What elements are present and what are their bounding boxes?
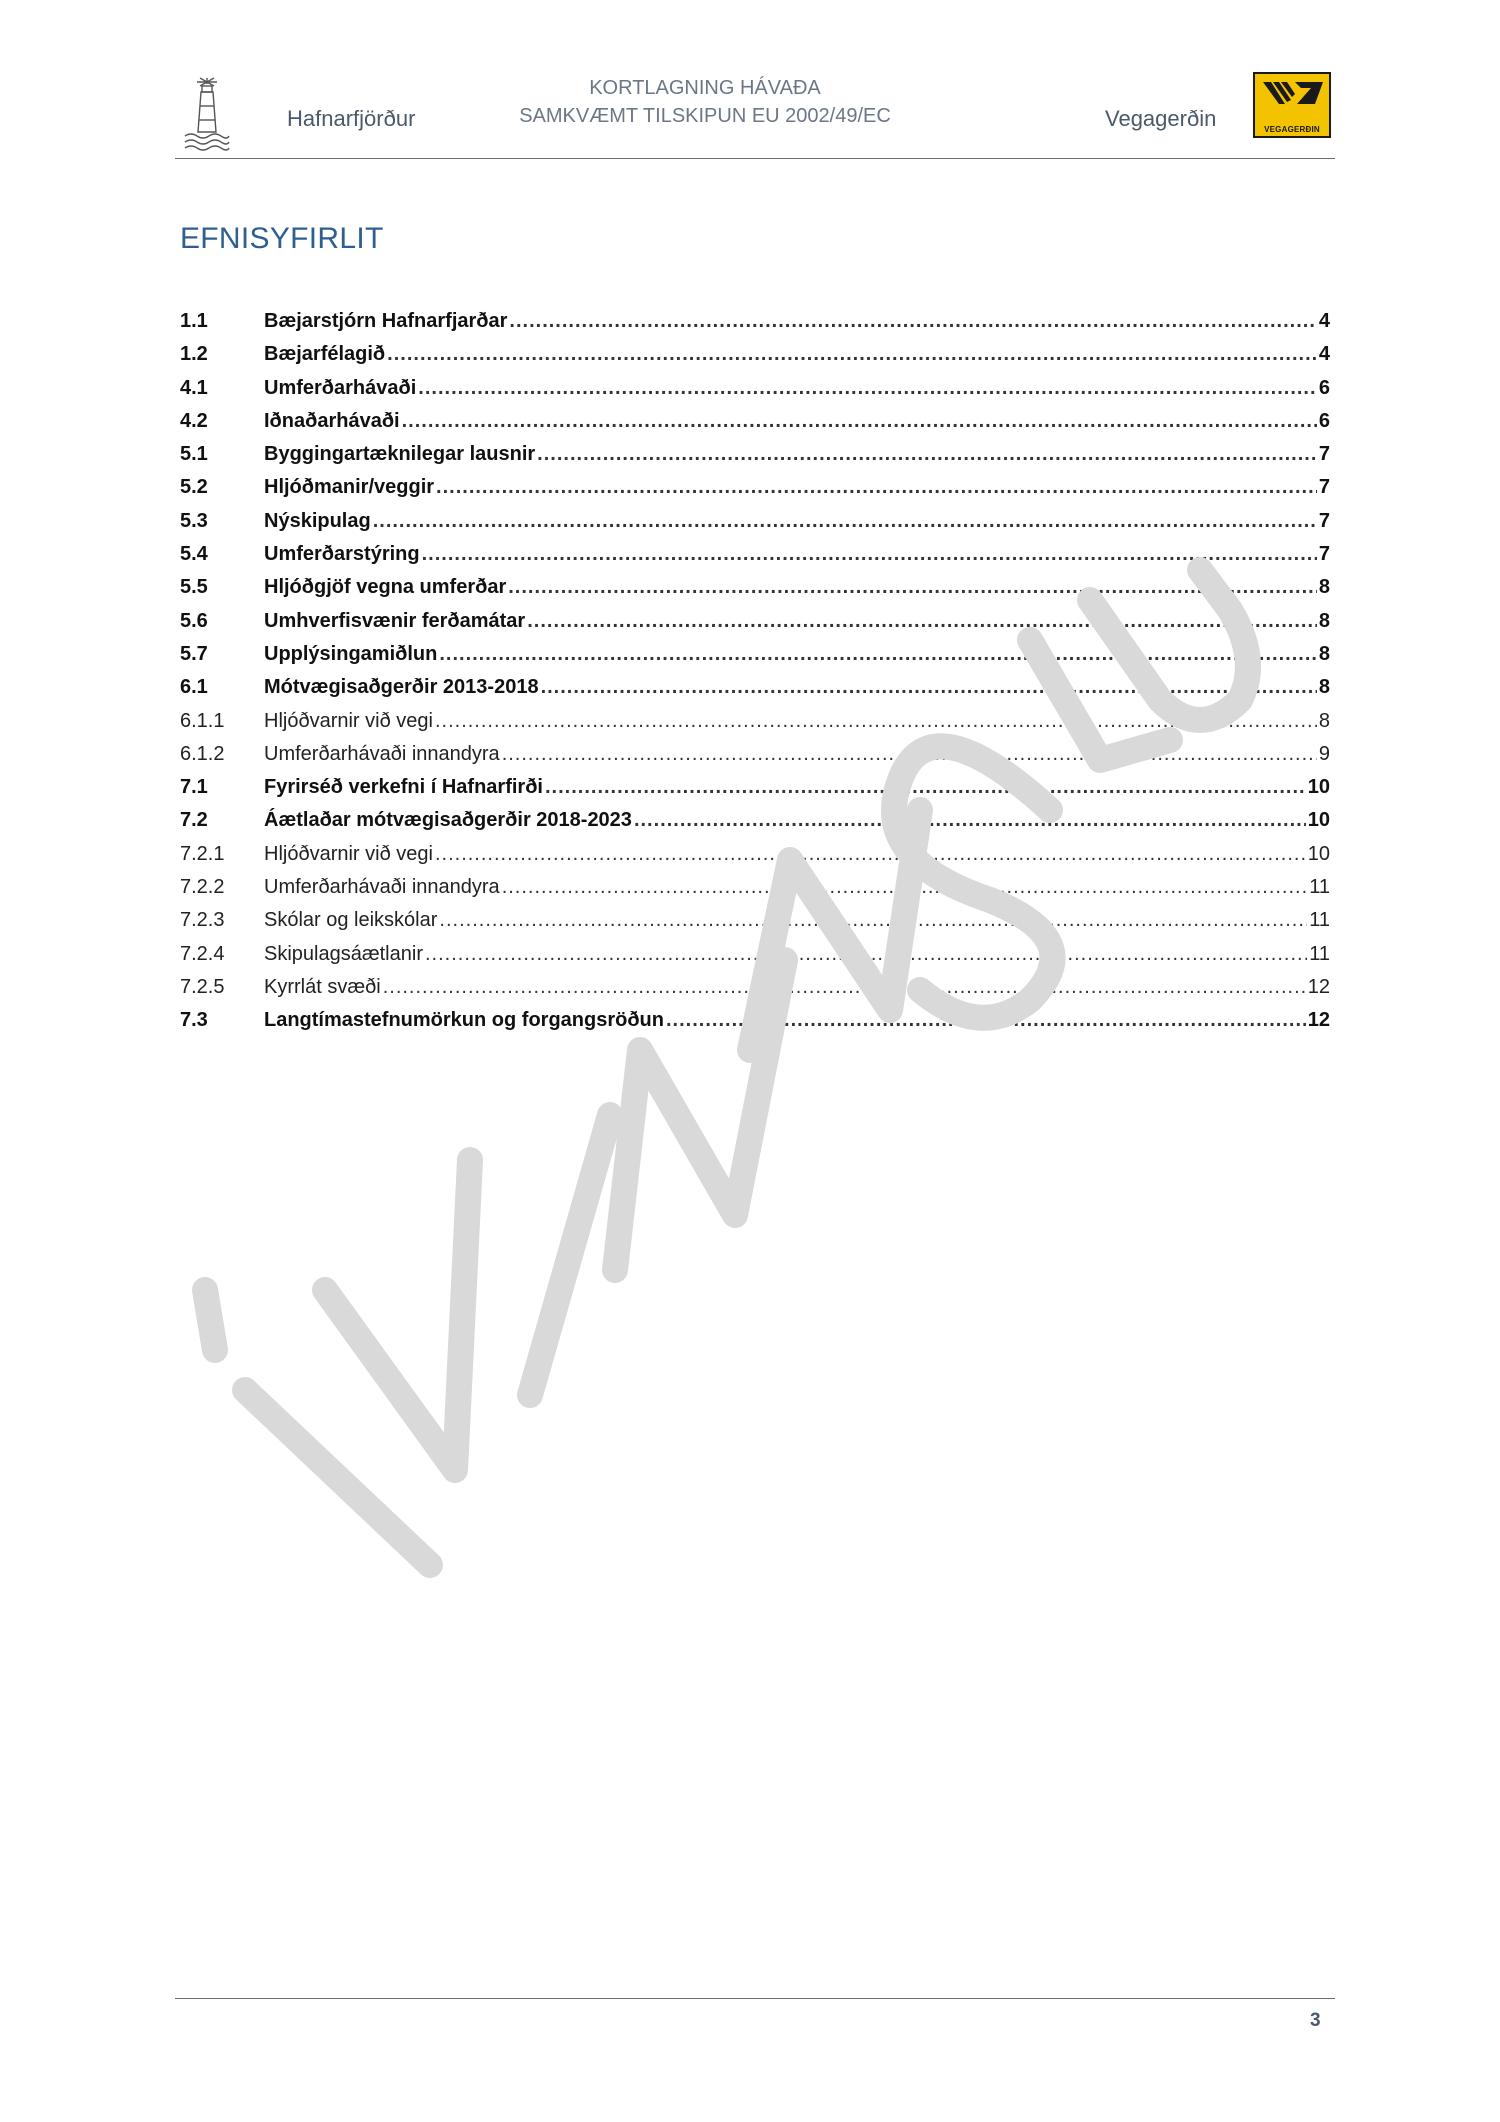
toc-entry[interactable] [180,943,1330,976]
toc-entry-page: 10 [1307,776,1330,799]
toc-dot-leader [387,343,1317,366]
toc-entry-title: Umferðarhávaði innandyra [264,876,500,899]
toc-entry[interactable] [180,743,1330,776]
toc-entry-page: 8 [1318,709,1330,732]
toc-entry-title: Skipulagsáætlanir [264,942,423,965]
toc-entry-page: 4 [1318,310,1330,332]
header-municipality: Hafnarfjörður [287,106,416,131]
toc-entry-title: Hljóðvarnir við vegi [264,842,433,865]
toc-entry-title: Kyrrlát svæði [264,975,381,998]
toc-entry-page: 12 [1307,975,1330,998]
toc-entry[interactable] [180,643,1330,676]
toc-entry[interactable] [180,1009,1330,1042]
page-title: EFNISYFIRLIT [180,222,384,255]
toc-entry-page: 10 [1307,842,1330,865]
toc-entry-page: 6 [1318,376,1330,399]
toc-entry-title: Upplýsingamiðlun [264,642,438,665]
toc-entry-title: Hljóðvarnir við vegi [264,709,433,732]
toc-entry[interactable] [180,410,1330,443]
toc-entry-title: Langtímastefnumörkun og forgangsröðun [264,1009,664,1032]
header-title-line2: SAMKVÆMT TILSKIPUN EU 2002/49/EC [519,105,891,127]
toc-entry[interactable] [180,976,1330,1009]
toc-entry-title: Hljóðgjöf vegna umferðar [264,576,507,599]
toc-dot-leader [537,443,1317,466]
toc-entry-number: 6.1.1 [180,709,225,732]
toc-entry[interactable] [180,843,1330,876]
toc-entry-number: 6.1 [180,676,208,699]
toc-entry-title: Umferðarstýring [264,543,420,566]
toc-entry-page: 8 [1318,609,1330,632]
header-title-line1: KORTLAGNING HÁVAÐA [589,77,821,99]
toc-dot-leader [541,676,1317,699]
toc-entry-title: Fyrirséð verkefni í Hafnarfirði [264,776,543,799]
toc-entry[interactable] [180,776,1330,809]
logo-text: VEGAGERÐIN [1264,125,1320,134]
page-header [175,62,1335,159]
toc-entry-number: 5.3 [180,509,208,532]
toc-entry-title: Umferðarhávaði [264,376,417,399]
toc-entry-page: 8 [1318,576,1330,599]
toc-entry-page: 6 [1318,409,1330,432]
toc-entry-title: Nýskipulag [264,509,371,532]
toc-dot-leader [509,310,1316,333]
toc-entry[interactable] [180,543,1330,576]
toc-entry-title: Mótvægisaðgerðir 2013-2018 [264,676,539,699]
toc-entry-number: 7.2.2 [180,876,225,899]
toc-dot-leader [634,809,1306,832]
toc-dot-leader [527,610,1317,633]
lighthouse-icon [183,76,231,154]
toc-entry-page: 10 [1307,809,1330,832]
toc-entry[interactable] [180,909,1330,942]
toc-entry-number: 5.7 [180,642,208,665]
toc-entry-page: 12 [1307,1009,1330,1032]
toc-dot-leader [545,776,1306,799]
toc-dot-leader [502,876,1308,899]
toc-entry[interactable] [180,876,1330,909]
toc-entry-title: Skólar og leikskólar [264,909,438,932]
toc-dot-leader [402,410,1317,433]
toc-entry[interactable] [180,809,1330,842]
toc-entry-page: 9 [1318,742,1330,765]
toc-entry-number: 5.2 [180,476,208,499]
toc-entry-page: 8 [1318,676,1330,699]
toc-entry-number: 7.3 [180,1009,208,1032]
toc-dot-leader [373,510,1317,533]
footer-divider [175,1998,1335,1999]
toc-entry-number: 7.2.1 [180,842,225,865]
toc-entry-title: Bæjarfélagið [264,343,386,366]
toc-entry-page: 7 [1318,543,1330,566]
toc-entry-number: 7.2.3 [180,909,225,932]
toc-entry-number: 1.2 [180,343,208,366]
toc-entry-page: 7 [1318,476,1330,499]
toc-entry-number: 7.1 [180,776,208,799]
toc-dot-leader [435,710,1317,733]
toc-dot-leader [383,976,1306,999]
vegagerdin-logo-icon [1253,72,1331,138]
toc-dot-leader [502,743,1317,766]
toc-entry-title: Áætlaðar mótvægisaðgerðir 2018-2023 [264,809,632,832]
toc-entry[interactable] [180,510,1330,543]
toc-entry-page: 4 [1318,343,1330,366]
toc-entry-title: Umhverfisvænir ferðamátar [264,609,526,632]
toc-dot-leader [436,476,1317,499]
toc-entry-title: Umferðarhávaði innandyra [264,742,500,765]
toc-entry-page: 11 [1309,876,1330,899]
header-agency: Vegagerðin [1105,106,1217,131]
toc-entry-number: 7.2.5 [180,975,225,998]
toc-entry-number: 5.1 [180,443,208,466]
header-project-title [505,74,905,130]
toc-entry-number: 5.4 [180,543,208,566]
toc-entry[interactable] [180,310,1330,343]
toc-entry-title: Hljóðmanir/veggir [264,476,435,499]
toc-entry-number: 6.1.2 [180,742,225,765]
toc-dot-leader [439,909,1307,932]
toc-dot-leader [666,1009,1306,1032]
toc-entry[interactable] [180,476,1330,509]
toc-entry[interactable] [180,710,1330,743]
toc-entry[interactable] [180,610,1330,643]
toc-entry-number: 5.6 [180,609,208,632]
toc-entry-number: 5.5 [180,576,208,599]
toc-dot-leader [422,543,1317,566]
table-of-contents [180,310,1330,1043]
toc-entry-page: 7 [1318,509,1330,532]
toc-dot-leader [508,576,1317,599]
toc-entry-page: 11 [1309,942,1330,965]
toc-entry[interactable] [180,576,1330,609]
toc-entry-title: Iðnaðarhávaði [264,409,400,432]
toc-entry[interactable] [180,443,1330,476]
toc-dot-leader [435,843,1306,866]
toc-entry-number: 7.2 [180,809,208,832]
toc-entry-number: 7.2.4 [180,942,225,965]
toc-entry-page: 8 [1318,642,1330,665]
toc-dot-leader [418,377,1317,400]
toc-entry-number: 4.1 [180,376,208,399]
toc-entry[interactable] [180,676,1330,709]
toc-entry-page: 11 [1309,909,1330,932]
toc-dot-leader [425,943,1307,966]
toc-entry-number: 4.2 [180,409,208,432]
toc-entry[interactable] [180,343,1330,376]
page-number: 3 [1310,2010,1321,2031]
toc-entry-number: 1.1 [180,310,208,332]
toc-entry-page: 7 [1318,443,1330,466]
toc-entry-title: Bæjarstjórn Hafnarfjarðar [264,310,508,332]
toc-dot-leader [439,643,1317,666]
toc-entry-title: Byggingartæknilegar lausnir [264,443,536,466]
toc-entry[interactable] [180,377,1330,410]
